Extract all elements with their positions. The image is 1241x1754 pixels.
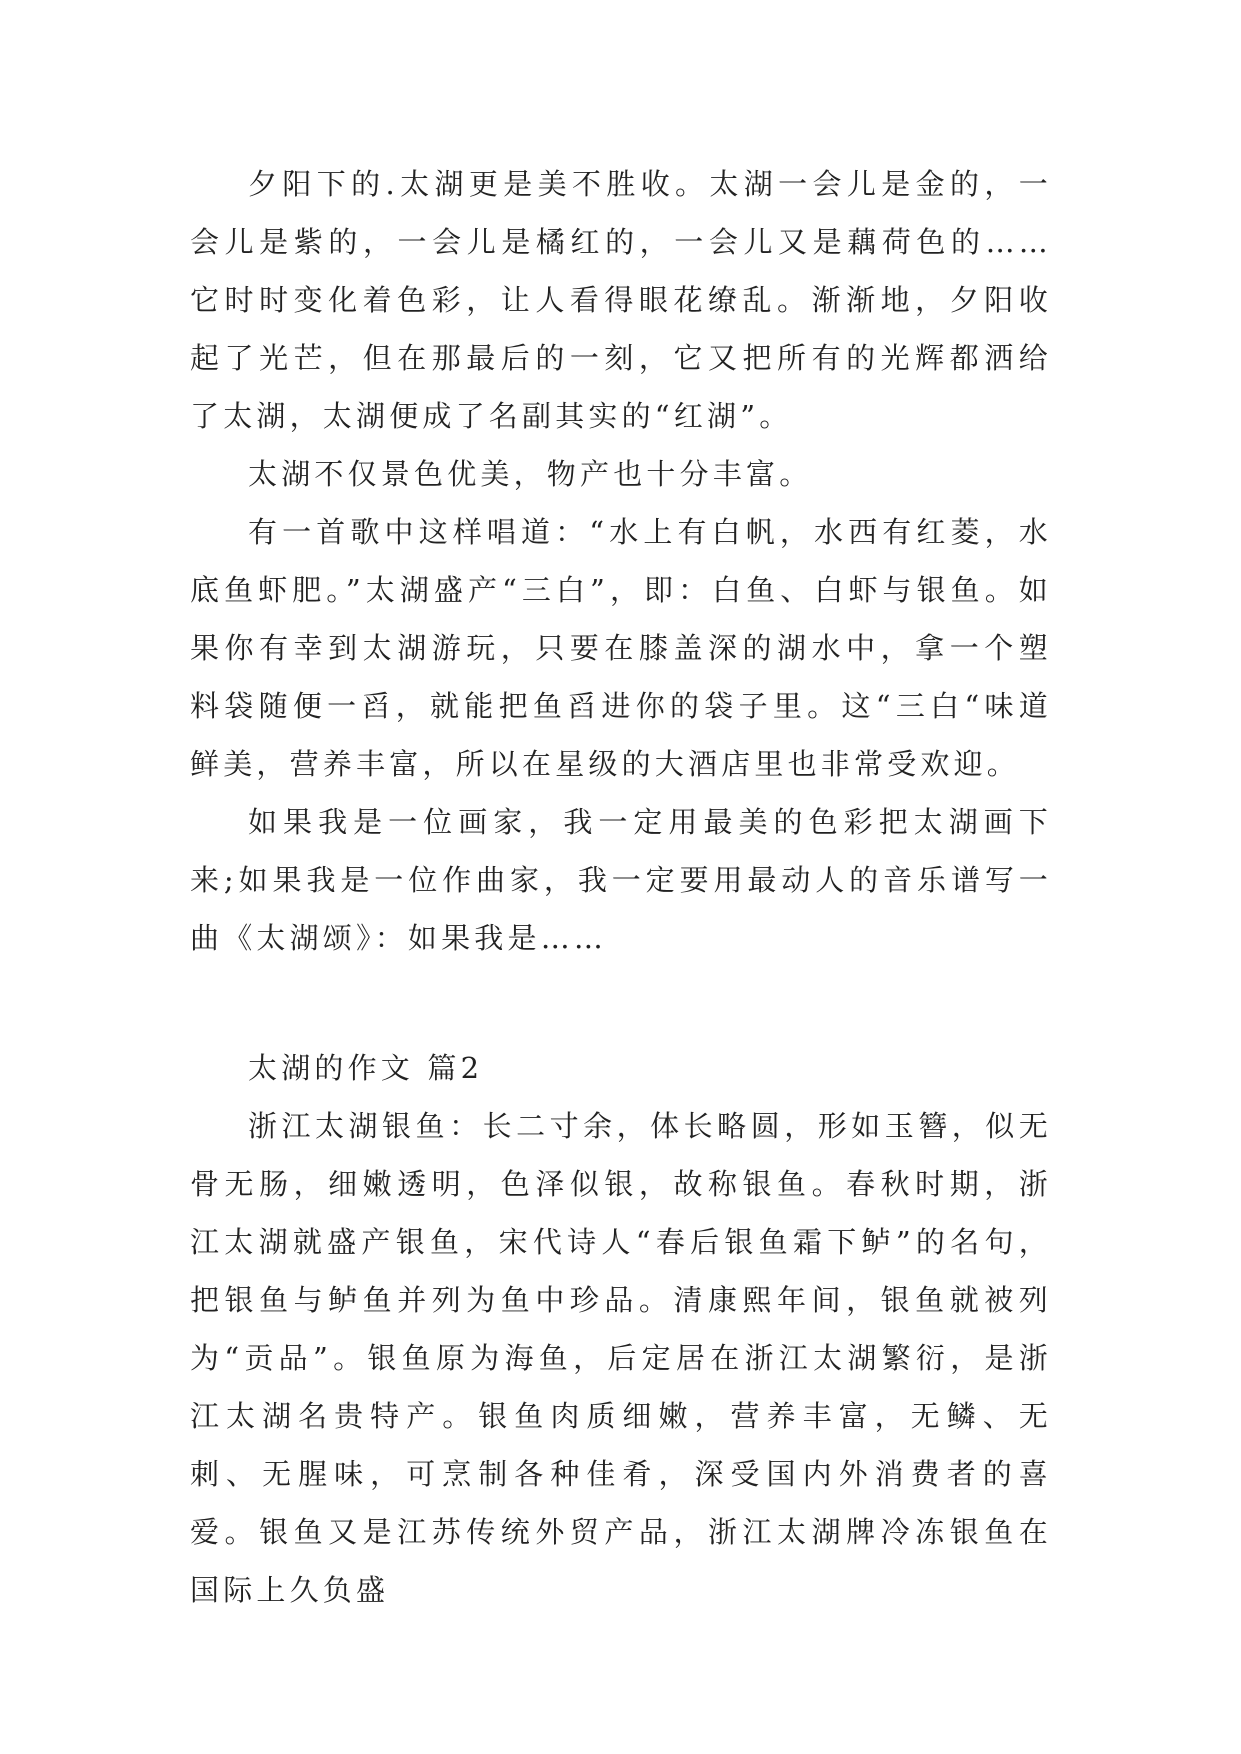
paragraph: 如果我是一位画家，我一定用最美的色彩把太湖画下来;如果我是一位作曲家，我一定要用最动人的音乐谱写一曲《太湖颂》：如果我是…… xyxy=(190,805,1052,955)
document-body xyxy=(190,155,1052,1619)
paragraph: 夕阳下的.太湖更是美不胜收。太湖一会儿是金的，一会儿是紫的，一会儿是橘红的，一会儿又是藕荷色的……它时时变化着色彩，让人看得眼花缭乱。渐渐地，夕阳收起了光芒，但在那最后的一刻，它又把所有的光辉都洒给了太湖，太湖便成了名副其实的“红湖”。 xyxy=(190,167,1052,433)
paragraph: 太湖不仅景色优美，物产也十分丰富。 xyxy=(248,457,813,491)
section-spacer xyxy=(190,967,1052,1039)
paragraph: 有一首歌中这样唱道：“水上有白帆，水西有红菱，水底鱼虾肥。”太湖盛产“三白”，即：白鱼、白虾与银鱼。如果你有幸到太湖游玩，只要在膝盖深的湖水中，拿一个塑料袋随便一舀，就能把鱼舀进你的袋子里。这“三白“味道鲜美，营养丰富，所以在星级的大酒店里也非常受欢迎。 xyxy=(190,515,1052,781)
paragraph: 浙江太湖银鱼：长二寸余，体长略圆，形如玉簪，似无骨无肠，细嫩透明，色泽似银，故称银鱼。春秋时期，浙江太湖就盛产银鱼，宋代诗人“春后银鱼霜下鲈”的名句，把银鱼与鲈鱼并列为鱼中珍品。清康熙年间，银鱼就被列为“贡品”。银鱼原为海鱼，后定居在浙江太湖繁衍，是浙江太湖名贵特产。银鱼肉质细嫩，营养丰富，无鳞、无刺、无腥味，可烹制各种佳肴，深受国内外消费者的喜爱。银鱼又是江苏传统外贸产品，浙江太湖牌冷冻银鱼在国际上久负盛 xyxy=(190,1109,1052,1607)
section-title: 太湖的作文 篇2 xyxy=(248,1051,484,1085)
